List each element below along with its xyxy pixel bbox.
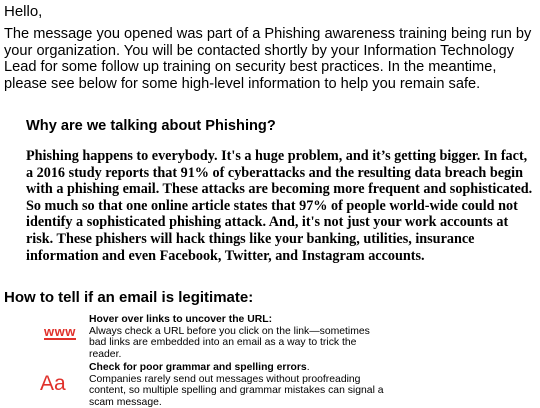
tip-text-block <box>89 314 389 360</box>
www-link-icon: www <box>44 324 76 339</box>
why-heading: Why are we talking about Phishing? <box>26 118 276 134</box>
tip-item <box>0 314 540 360</box>
intro-paragraph: The message you opened was part of a Phishing awareness training being run by your organization. You will be contacted shortly by your Information Technology Lead for some follow up training on security best practices. In the meantime, please see below for some high-level information to help you remain safe. <box>4 26 532 92</box>
tip-description: Always check a URL before you click on the link—sometimes bad links are embedded into an email as a way to trick the reader. <box>89 325 370 360</box>
tip-title: Check for poor grammar and spelling errors <box>89 362 307 373</box>
tip-text-block <box>89 362 389 408</box>
legit-heading: How to tell if an email is legitimate: <box>4 289 254 306</box>
tip-description: Companies rarely send out messages without proofreading content, so multiple spelling and grammar mistakes can signal a scam message. <box>89 373 384 408</box>
tip-title: Hover over links to uncover the URL: <box>89 314 273 325</box>
greeting: Hello, <box>4 3 43 20</box>
why-body: Phishing happens to everybody. It's a huge problem, and it’s getting bigger. In fact, a 2016 study reports that 91% of cyberattacks and the resulting data breach begin with a phishing email. These attacks are becoming more frequent and sophisticated. So much so that one online article states that 97% of people world-wide could not identify a sophisticated phishing attack. And, it's not just your work accounts at risk. These phishers will hack things like your banking, utilities, insurance information and even Facebook, Twitter, and Instagram accounts. <box>26 148 533 264</box>
tip-title-suffix: . <box>306 362 310 373</box>
text-font-icon: Aa <box>40 372 66 395</box>
tip-item <box>0 362 540 408</box>
